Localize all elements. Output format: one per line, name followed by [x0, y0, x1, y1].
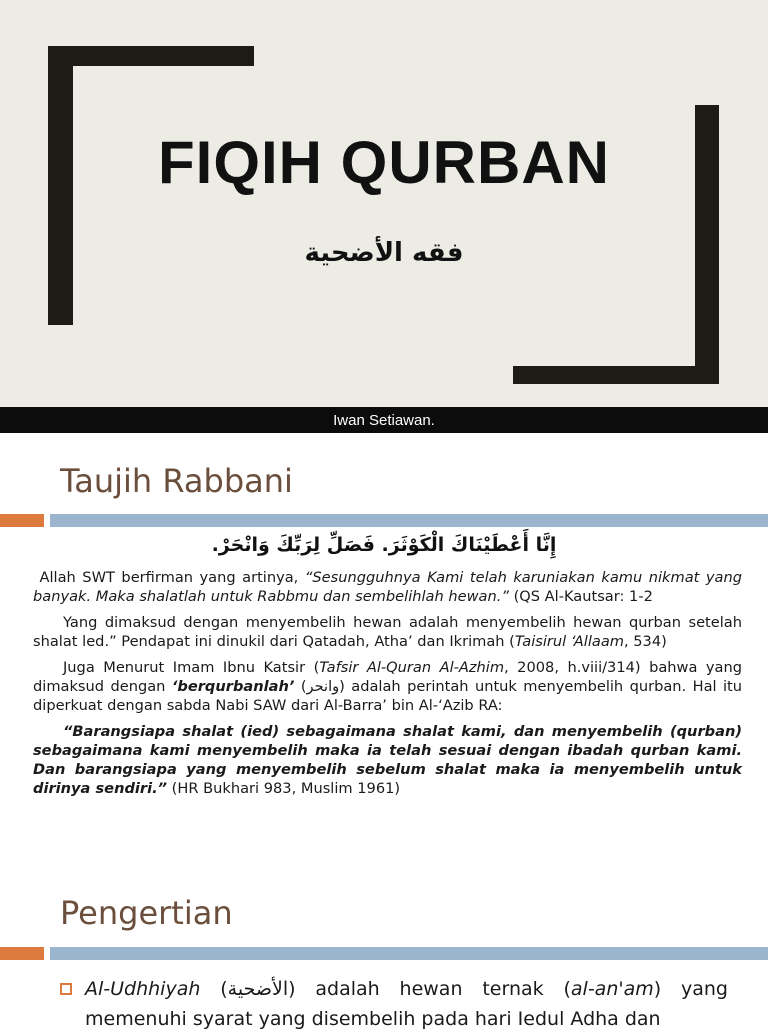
paragraph-1 — [33, 568, 742, 606]
definition-list — [60, 974, 728, 1034]
section-heading-taujih: Taujih Rabbani — [60, 462, 293, 500]
bullet-middle: adalah hewan ternak ( — [295, 978, 571, 1000]
taujih-body — [33, 568, 742, 798]
bullet-arabic: (الأضحية) — [220, 978, 296, 1000]
slide-subtitle-arabic: فقه الأضحية — [304, 238, 464, 268]
p1-prefix: Allah SWT berfirman yang artinya, — [39, 569, 305, 586]
heading-rule-accent-2 — [0, 947, 44, 960]
bullet-term2: al-an'am — [570, 978, 654, 1000]
p4-quote: “Barangsiapa shalat (ied) sebagaimana shalat kami, dan menyembelih (qurban) sebagaimana kami menyembelih maka ia telah sesuai dengan ibadah qurban kami. Dan barangsiapa yang menyembelih sebelum shalat maka ia menyembelih untuk dirinya sendiri.” — [33, 723, 742, 797]
p1-quote: “Sesungguhnya Kami telah karuniakan kamu nikmat yang banyak. Maka shalatlah untuk Rabbmu dan sembelihlah hewan.” — [33, 569, 742, 605]
bullet-suffix: ) yang memenuhi syarat yang disembelih pada hari Iedul Adha dan — [85, 978, 728, 1030]
heading-rule-2 — [50, 947, 768, 960]
author-name: Iwan Setiawan. — [333, 412, 435, 429]
paragraph-4 — [33, 722, 742, 798]
title-slide — [0, 0, 768, 407]
quran-verse: إِنَّا أَعْطَيْنَاكَ الْكَوْثَرَ. فَصَلِّ لِرَبِّكَ وَانْحَرْ. — [211, 534, 557, 556]
p3-prefix: Juga Menurut Imam Ibnu Katsir ( — [63, 659, 320, 676]
p3-ref: Tafsir Al-Quran Al-Azhim — [319, 659, 505, 676]
slide-title: FIQIH QURBAN — [158, 129, 610, 196]
p3-arabic: (وانحر) — [300, 678, 345, 695]
section-heading-pengertian: Pengertian — [60, 894, 233, 932]
p2-suffix: , 534) — [623, 633, 667, 650]
paragraph-3 — [33, 658, 742, 715]
p1-suffix: (QS Al-Kautsar: 1-2 — [508, 588, 653, 605]
frame-bottom-right-horizontal — [513, 366, 719, 384]
p3-suffix: adalah perintah untuk menyembelih qurban. Hal itu diperkuat dengan sabda Nabi SAW dari Al-Barra’ bin Al-‘Azib RA: — [33, 678, 743, 714]
p3-middle: , 2008, h.viii/314) bahwa yang dimaksud dengan — [33, 659, 742, 695]
list-item — [60, 974, 728, 1034]
p4-suffix: (HR Bukhari 983, Muslim 1961) — [167, 780, 401, 797]
frame-top-left-horizontal — [48, 46, 254, 66]
p2-text: Yang dimaksud dengan menyembelih hewan adalah menyembelih hewan qurban setelah shalat led.” Pendapat ini dinukil dari Qatadah, Atha’ dan Ikrimah ( — [33, 614, 742, 650]
heading-rule — [50, 514, 768, 527]
paragraph-2 — [33, 613, 742, 651]
heading-rule-accent — [0, 514, 44, 527]
p3-term: ‘berqurbanlah’ — [171, 678, 295, 695]
bullet-term: Al-Udhhiyah — [85, 978, 201, 1000]
p2-ref: Taisirul ‘Allaam — [514, 633, 624, 650]
square-bullet-icon — [60, 983, 72, 995]
